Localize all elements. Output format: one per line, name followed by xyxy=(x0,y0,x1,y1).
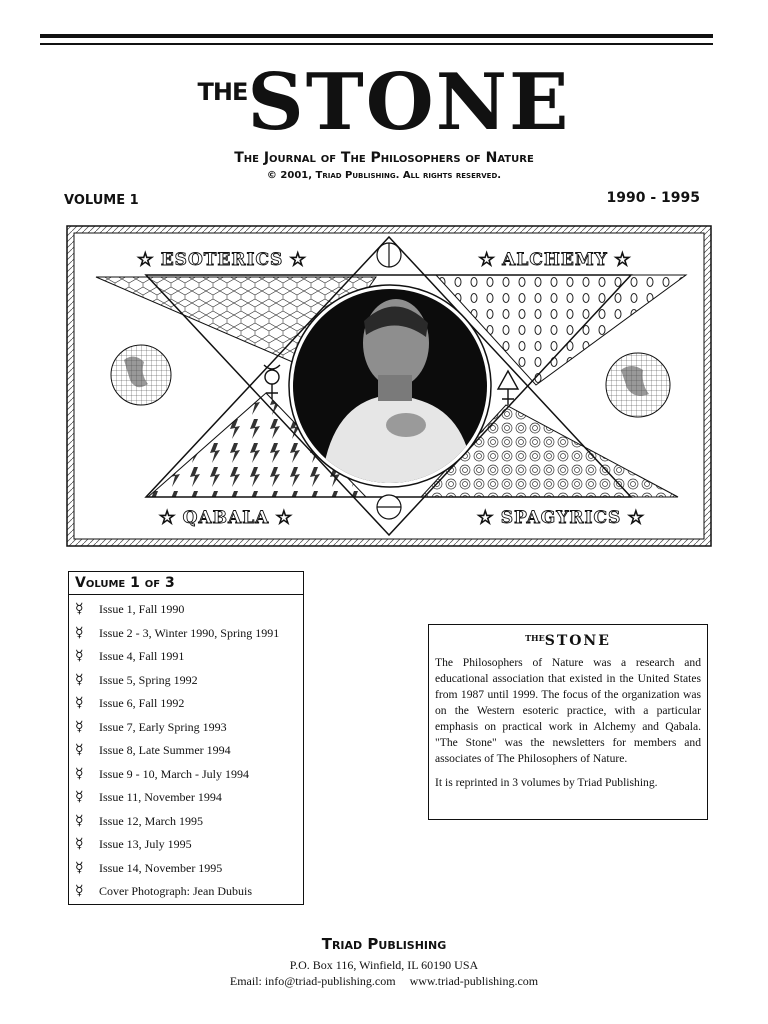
contents-item-label: Issue 1, Fall 1990 xyxy=(99,602,185,616)
journal-subtitle: The Journal of The Philosophers of Nature xyxy=(234,150,534,166)
contents-heading: Volume 1 of 3 xyxy=(69,572,303,595)
contents-item-label: Issue 4, Fall 1991 xyxy=(99,649,185,663)
qabala-label: ★ QABALA ★ xyxy=(159,508,293,528)
cover-artwork xyxy=(66,225,712,547)
globe-left-icon xyxy=(111,345,171,405)
top-rule-thin xyxy=(40,43,713,45)
mercury-icon: ☿ xyxy=(75,789,84,805)
contents-item-label: Issue 13, July 1995 xyxy=(99,837,192,851)
mercury-icon: ☿ xyxy=(75,859,84,876)
mercury-icon: ☿ xyxy=(75,836,84,852)
contents-item xyxy=(75,670,303,694)
contents-item-label: Issue 5, Spring 1992 xyxy=(99,672,198,687)
contents-item-label: Issue 12, March 1995 xyxy=(99,813,203,828)
masthead-title: STONE xyxy=(247,57,571,148)
contents-item-label: Issue 7, Early Spring 1993 xyxy=(99,719,227,734)
about-title xyxy=(435,633,701,649)
mercury-icon: ☿ xyxy=(75,812,84,829)
contents-item xyxy=(75,834,303,858)
globe-right-icon xyxy=(606,353,670,417)
contents-item xyxy=(75,764,303,788)
contents-item xyxy=(75,881,303,905)
contents-box xyxy=(68,571,304,905)
contents-item-label: Issue 9 - 10, March - July 1994 xyxy=(99,766,249,781)
mercury-icon: ☿ xyxy=(75,883,84,899)
about-title-stone: STONE xyxy=(544,633,611,649)
contents-item xyxy=(75,717,303,741)
mercury-icon: ☿ xyxy=(75,765,84,782)
contents-item-label: Issue 11, November 1994 xyxy=(99,790,222,804)
contents-item xyxy=(75,623,303,647)
contents-item-label: Issue 14, November 1995 xyxy=(99,860,223,875)
year-range: 1990 - 1995 xyxy=(606,190,700,206)
contents-item xyxy=(75,599,303,623)
copyright-notice: © 2001, Triad Publishing. All rights reserved. xyxy=(266,170,502,181)
mercury-icon: ☿ xyxy=(75,742,84,758)
contents-item xyxy=(75,646,303,670)
contents-item-label: Issue 6, Fall 1992 xyxy=(99,696,185,710)
contents-list xyxy=(69,595,303,905)
alchemy-label: ★ ALCHEMY ★ xyxy=(479,250,631,270)
contents-item xyxy=(75,693,303,717)
contents-item-label: Issue 8, Late Summer 1994 xyxy=(99,743,231,757)
salt-symbol-icon xyxy=(377,495,401,519)
contents-item xyxy=(75,787,303,811)
mercury-icon: ☿ xyxy=(75,695,84,711)
publisher-contact xyxy=(0,974,768,989)
masthead xyxy=(0,57,768,148)
publisher-name: Triad Publishing xyxy=(321,935,447,953)
about-title-the: THE xyxy=(525,633,545,643)
spagyrics-label: ★ SPAGYRICS ★ xyxy=(477,508,645,528)
mercury-icon: ☿ xyxy=(75,624,84,641)
publisher-website[interactable]: www.triad-publishing.com xyxy=(409,974,539,988)
contents-item-label: Issue 2 - 3, Winter 1990, Spring 1991 xyxy=(99,625,280,640)
publisher-address: P.O. Box 116, Winfield, IL 60190 USA xyxy=(289,958,479,972)
mercury-icon: ☿ xyxy=(75,671,84,688)
mercury-icon: ☿ xyxy=(75,601,84,617)
about-description: The Philosophers of Nature was a research and educational association that existed in the United States from 1987 until 1999. The focus of the organization was on the Western esoteric practice, with a particular emphasis on practical work in Alchemy and Qabala. "The Stone" was the newsletters for members and associates of The Philosophers of Nature. xyxy=(435,656,701,765)
masthead-the: THE xyxy=(197,78,248,106)
mercury-icon: ☿ xyxy=(75,718,84,735)
top-rule-thick xyxy=(40,34,713,38)
contents-item xyxy=(75,858,303,882)
contents-item xyxy=(75,740,303,764)
about-box xyxy=(428,624,708,820)
about-reprint-note: It is reprinted in 3 volumes by Triad Publishing. xyxy=(435,776,658,789)
volume-label: VOLUME 1 xyxy=(64,193,139,208)
esoterics-label: ★ ESOTERICS ★ xyxy=(137,250,307,270)
mercury-icon: ☿ xyxy=(75,648,84,664)
contents-item xyxy=(75,811,303,835)
contents-item-label: Cover Photograph: Jean Dubuis xyxy=(99,884,252,898)
publisher-email[interactable]: Email: info@triad-publishing.com xyxy=(229,974,396,988)
